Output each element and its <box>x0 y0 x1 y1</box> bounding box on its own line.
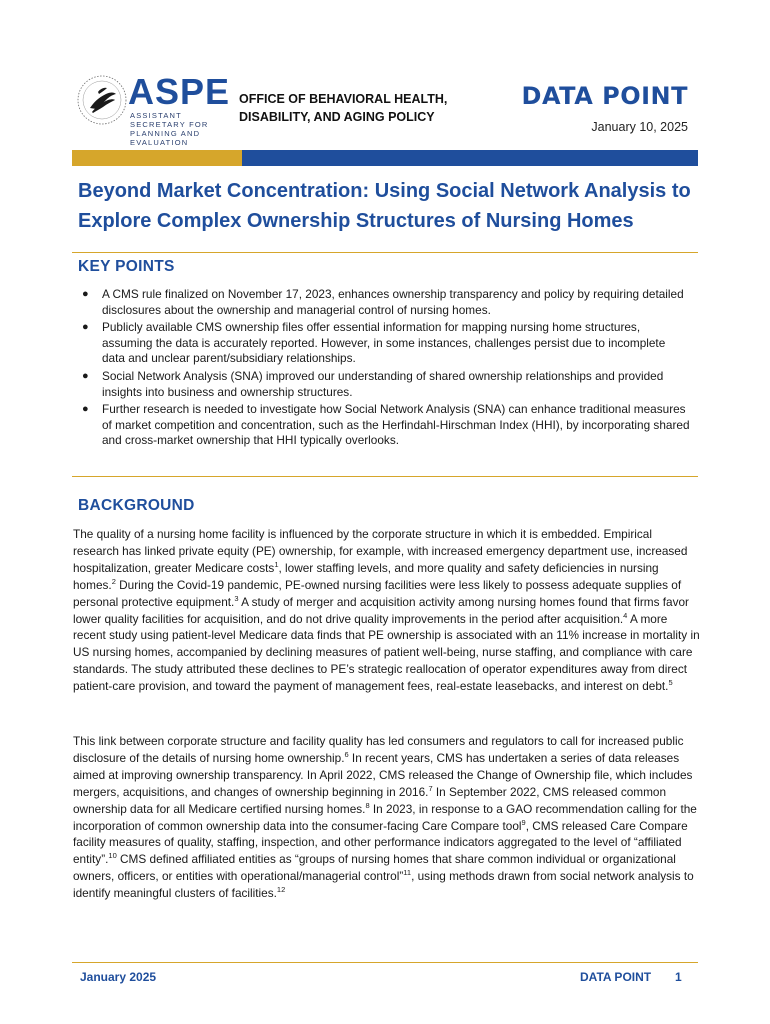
footer-date: January 2025 <box>80 970 157 984</box>
title-divider <box>72 252 698 253</box>
key-point-text: A CMS rule finalized on November 17, 2023, enhances ownership transparency and policy by requiring detailed disclosures about the ownership and managerial control of nursing homes. <box>102 287 684 317</box>
publication-date: January 10, 2025 <box>591 120 688 134</box>
header-bar-blue <box>242 150 698 166</box>
aspe-subtitle: ASSISTANT SECRETARY FOR PLANNING AND EVALUATION <box>130 111 209 147</box>
background-paragraph-1: The quality of a nursing home facility is influenced by the corporate structure in which it is embedded. Empirical research has linked private equity (PE) ownership, for example, with increased emergency department use, increased hospitalization, greater Medicare costs$^1$, lower staffing levels, and more quality and safety deficiencies in nursing homes.$^2$ During the Covid-19 pandemic, PE-owned nursing facilities were less likely to possess adequate supplies of personal protective equipment.$^3$ A study of merger and acquisition activity among nursing homes found that firms favor lower quality facilities for acquisition, and do not drive quality improvements in the period after acquisition.$^4$ A more recent study using patient-level Medicare data finds that PE ownership is associated with an 11% increase in mortality in US nursing homes, accompanied by declining measures of patient well-being, nurse staffing, and compliance with care standards. The study attributed these declines to PE’s strategic reallocation of operator expenditures away from direct patient-care provision, and toward the payment of management fees, real-estate leasebacks, and interest on debt.$^5$ <box>73 527 700 694</box>
key-point-item <box>78 402 690 449</box>
background-heading: BACKGROUND <box>78 497 195 514</box>
bullet-icon: ● <box>82 403 89 416</box>
hhs-seal-icon <box>76 72 132 128</box>
key-point-text: Further research is needed to investigate how Social Network Analysis (SNA) can enhance traditional measures of market competition and concentration, such as the Herfindahl-Hirschman Index (HHI), by incorporating shared and cross-market ownership that HHI typically overlooks. <box>102 402 690 448</box>
key-points-heading: KEY POINTS <box>78 258 175 275</box>
background-paragraph-2: This link between corporate structure and facility quality has led consumers and regulators to call for increased public disclosure of the details of nursing home ownership.$^6$ In recent years, CMS has undertaken a series of data releases aimed at improving ownership transparency. In April 2022, CMS released the Change of Ownership file, which includes mergers, acquisitions, and changes of ownership beginning in 2016.$^7$ In September 2022, CMS released common ownership data for all Medicare certified nursing homes.$^8$ In 2023, in response to a GAO recommendation calling for the incorporation of common ownership data into the consumer-facing Care Compare tool$^9$, CMS released Care Compare facility measures of quality, staffing, inspection, and other performance indicators aggregated to the level of “affiliated entity”.$^{10}$ CMS defined affiliated entities as “groups of nursing homes that share common individual or organizational owners, officers, or entities with operational/managerial control”$^{11}$, using methods drawn from social network analysis to identify meaningful clusters of facilities.$^{12}$ <box>73 734 697 901</box>
key-points-list <box>78 287 690 451</box>
key-point-text: Social Network Analysis (SNA) improved our understanding of shared ownership relationships and provided insights into business and ownership structures. <box>102 368 664 399</box>
key-point-item <box>78 320 690 367</box>
office-name: OFFICE OF BEHAVIORAL HEALTH, DISABILITY, AND AGING POLICY <box>239 92 448 124</box>
doc-type-heading: DATA POINT <box>521 82 688 110</box>
bullet-icon: ● <box>82 288 89 300</box>
key-point-item <box>78 287 690 318</box>
document-title: Beyond Market Concentration: Using Social Network Analysis to Explore Complex Ownership Structures of Nursing Homes <box>78 180 691 232</box>
key-point-text: Publicly available CMS ownership files offer essential information for mapping nursing home structures, assuming the data is accurately reported. However, in some instances, challenges persist due to incomplete data and unclear parent/subsidiary relationships. <box>102 320 666 366</box>
aspe-wordmark: ASPE <box>128 71 231 112</box>
page-number: 1 <box>675 970 682 984</box>
key-point-item <box>78 369 690 400</box>
footer-divider <box>72 962 698 963</box>
footer-doc-type: DATA POINT <box>580 970 652 984</box>
header-bar-gold <box>72 150 242 166</box>
key-points-divider <box>72 476 698 477</box>
bullet-icon: ● <box>82 369 89 382</box>
bullet-icon: ● <box>82 321 89 334</box>
aspe-logo <box>76 71 236 147</box>
